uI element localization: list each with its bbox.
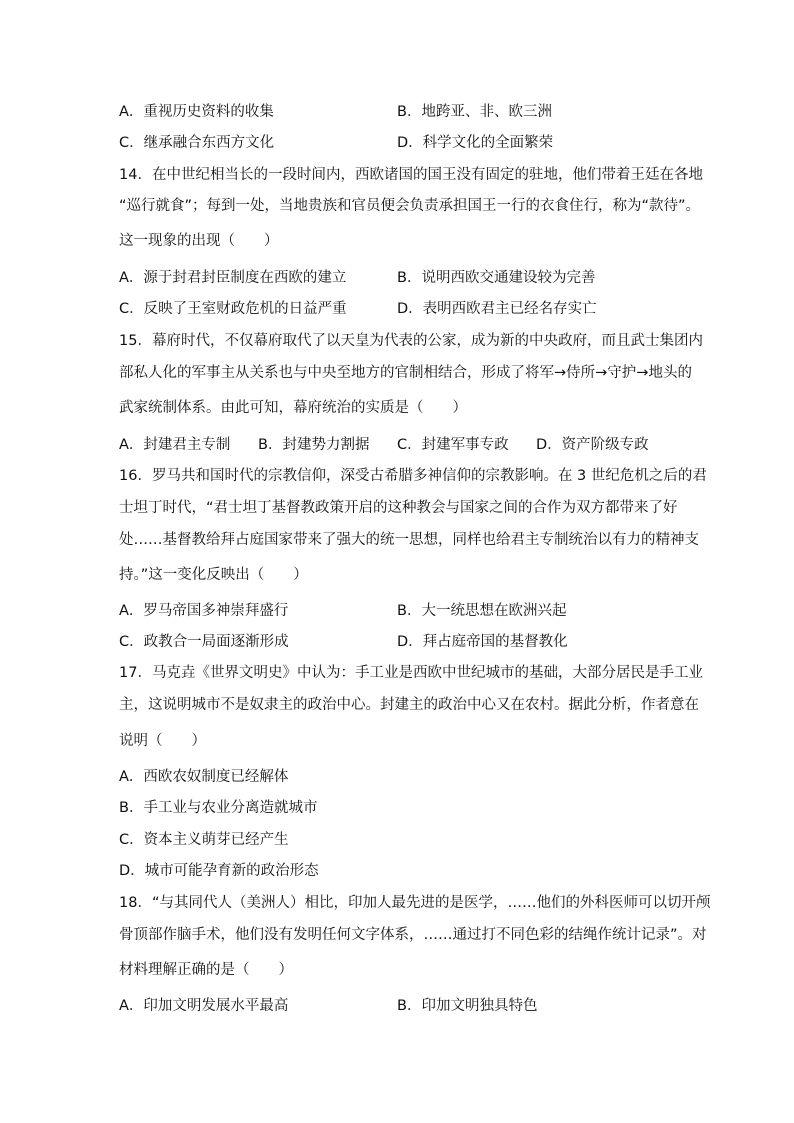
q18-option-b[interactable]: B．印加文明独具特色: [397, 998, 538, 1014]
q15-option-d[interactable]: D．资产阶级专政: [536, 437, 649, 453]
q14-stem-line-1: 14．在中世纪相当长的一段时间内，西欧诸国的国王没有固定的驻地，他们带着王廷在各地: [119, 167, 703, 183]
q16-option-b[interactable]: B．大一统思想在欧洲兴起: [397, 603, 567, 619]
q16-stem-line-3: 处……基督教给拜占庭国家带来了强大的统一思想，同样也给君主专制统治以有力的精神支: [119, 532, 699, 548]
q13-option-c[interactable]: C．继承融合东西方文化: [119, 135, 275, 151]
q16-stem-line-4: 持。”这一变化反映出（ ）: [119, 567, 308, 583]
q17-option-c[interactable]: C．资本主义萌芽已经产生: [119, 832, 289, 848]
q18-stem-line-1: 18．“与其同代人（美洲人）相比，印加人最先进的是医学，……他们的外科医师可以切开颅: [119, 895, 711, 911]
q17-stem-line-2: 主，这说明城市不是奴隶主的政治中心。封建主的政治中心又在农村。据此分析，作者意在: [119, 697, 699, 713]
q18-option-a[interactable]: A．印加文明发展水平最高: [119, 998, 289, 1014]
q17-option-b[interactable]: B．手工业与农业分离造就城市: [119, 800, 318, 816]
q15-stem-line-1: 15．幕府时代，不仅幕府取代了以天皇为代表的公家，成为新的中央政府，而且武士集团内: [119, 333, 703, 349]
q17-option-d[interactable]: D．城市可能孕育新的政治形态: [119, 863, 319, 879]
q17-option-a[interactable]: A．西欧农奴制度已经解体: [119, 769, 289, 785]
q13-option-d[interactable]: D．科学文化的全面繁荣: [397, 135, 554, 151]
q16-option-d[interactable]: D．拜占庭帝国的基督教化: [397, 634, 568, 650]
q14-option-d[interactable]: D．表明西欧君主已经名存实亡: [397, 301, 597, 317]
q14-option-a[interactable]: A．源于封君封臣制度在西欧的建立: [119, 270, 347, 286]
q14-option-c[interactable]: C．反映了王室财政危机的日益严重: [119, 301, 347, 317]
q15-option-a[interactable]: A．封建君主专制: [119, 437, 231, 453]
q16-stem-line-1: 16．罗马共和国时代的宗教信仰，深受古希腊多神信仰的宗教影响。在 3 世纪危机之后的君: [119, 468, 707, 484]
q18-stem-line-3: 材料理解正确的是（ ）: [119, 962, 293, 978]
q14-stem-line-2: “巡行就食”；每到一处，当地贵族和官员便会负责承担国王一行的衣食住行，称为“款待”。: [119, 198, 701, 214]
q13-option-b[interactable]: B．地跨亚、非、欧三洲: [397, 104, 552, 120]
q16-stem-line-2: 士坦丁时代，“君士坦丁基督教政策开启的这种教会与国家之间的合作为双方都带来了好: [119, 500, 678, 516]
q13-option-a[interactable]: A．重视历史资料的收集: [119, 104, 274, 120]
q14-stem-line-3: 这一现象的出现（ ）: [119, 233, 279, 249]
q15-stem-line-3: 武家统制体系。由此可知，幕府统治的实质是（ ）: [119, 400, 467, 416]
q17-stem-line-3: 说明（ ）: [119, 733, 206, 749]
q15-stem-line-2: 部私人化的军事主从关系也与中央至地方的官制相结合，形成了将军→侍所→守护→地头的: [119, 365, 692, 381]
q16-option-c[interactable]: C．政教合一局面逐渐形成: [119, 634, 289, 650]
q16-option-a[interactable]: A．罗马帝国多神崇拜盛行: [119, 603, 289, 619]
q18-stem-line-2: 骨顶部作脑手术，他们没有发明任何文字体系，……通过打不同色彩的结绳作统计记录”。对: [119, 927, 707, 943]
q15-option-c[interactable]: C．封建军事专政: [397, 437, 509, 453]
q17-stem-line-1: 17．马克垚《世界文明史》中认为：手工业是西欧中世纪城市的基础，大部分居民是手工业: [119, 665, 703, 681]
q15-option-b[interactable]: B．封建势力割据: [258, 437, 370, 453]
q14-option-b[interactable]: B．说明西欧交通建设较为完善: [397, 270, 596, 286]
